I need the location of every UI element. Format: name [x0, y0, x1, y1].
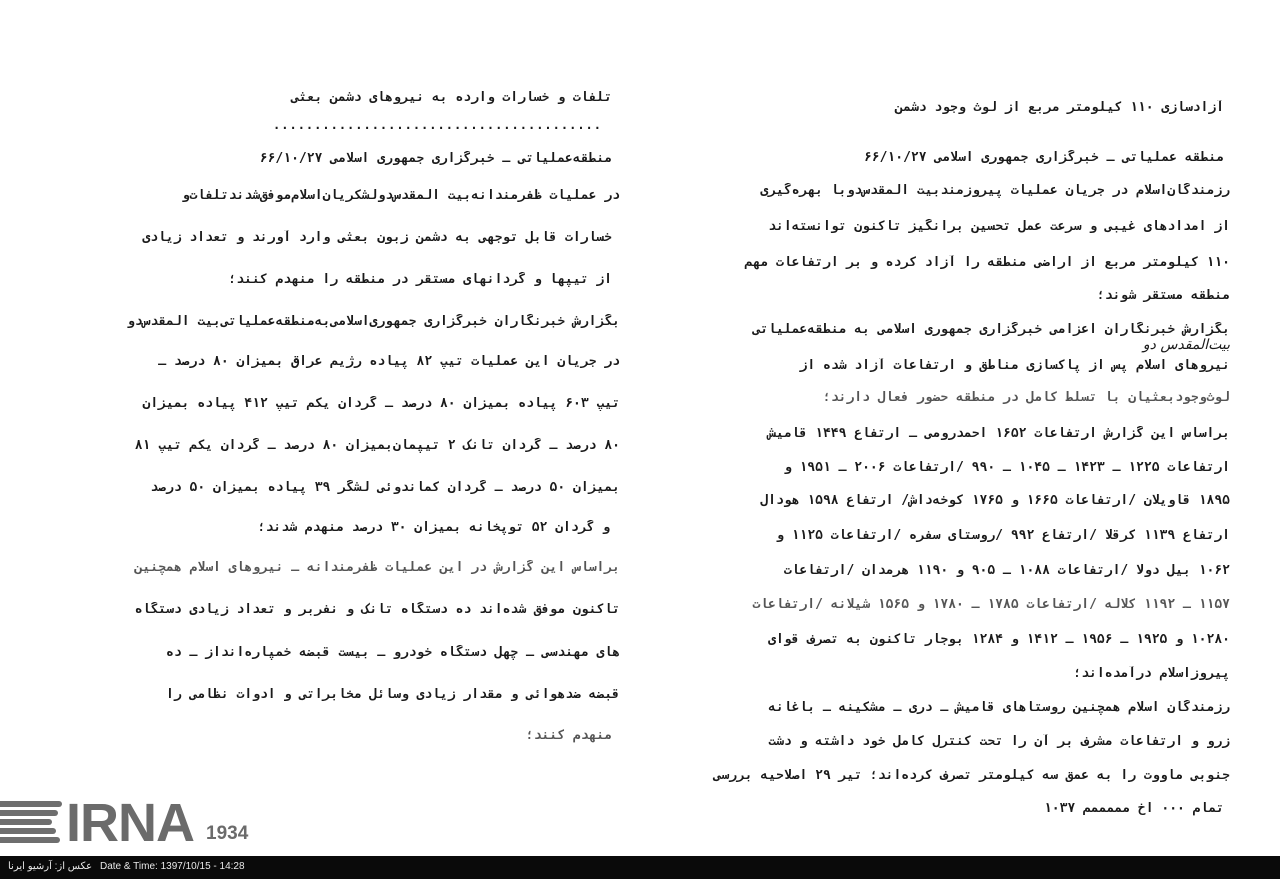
right-line-7: نیروهای اسلام پس از پاکسازی مناطق و ارتفاعات آزاد شده از — [799, 358, 1230, 373]
left-line-5: بگزارش خبرنگاران خبرگزاری جمهوری‌اسلامی‌به‌منطقه‌عملیاتی‌بیت المقدس‌دو — [126, 314, 620, 329]
left-line-9: بمیزان ۵۰ درصد ـ گردان کماندوئی لشگر ۳۹ پیاده بمیزان ۵۰ درصد — [150, 480, 620, 495]
right-line-3: از امدادهای غیبی و سرعت عمل تحسین برانگیز تاکنون توانسته‌اند — [768, 219, 1230, 234]
right-line-15: ۱۰۲۸۰ و ۱۹۲۵ ـ ۱۹۵۶ ـ ۱۴۱۲ و ۱۲۸۴ بوجار تاکنون به تصرف قوای — [768, 632, 1230, 647]
right-line-2: رزمندگان‌اسلام در جریان عملیات پیروزمندبیت المقدس‌دوبا بهره‌گیری — [760, 183, 1230, 198]
right-line-handwritten-insert: بیت‌المقدس دو — [1142, 337, 1230, 353]
left-line-13: های مهندسی ـ چهل دستگاه خودرو ـ بیست قبضه خمپاره‌انداز ـ ده — [166, 645, 620, 660]
caption-bar — [0, 856, 1280, 879]
left-line-12: تاکنون موفق شده‌اند ده دستگاه تانک و نفربر و تعداد زیادی دستگاه — [134, 602, 620, 617]
irna-logo-year: 1934 — [206, 823, 249, 844]
right-line-12: ارتفاع ۱۱۳۹ کرقلا /ارتفاع ۹۹۲ /روستای سفره /ارتفاعات ۱۱۲۵ و — [776, 528, 1230, 543]
right-line-18: زرو و ارتفاعات مشرف بر آن را تحت کنترل کامل خود داشته و دشت — [768, 734, 1230, 749]
left-line-2: در عملیات ظفرمندانه‌بیت المقدس‌دو‌لشکریان‌اسلام‌موفق‌شدند‌تلفات‌و‌ — [181, 188, 620, 203]
photo-source-label: عکس از: آرشیو ایرنا — [8, 861, 93, 872]
right-line-13: ۱۰۶۲ بیل دولا /ارتفاعات ۱۰۸۸ ـ ۹۰۵ و ۱۱۹۰ هرمدان /ارتفاعات — [783, 563, 1230, 578]
left-line-14: قبضه ضدهوائی و مقدار زیادی وسائل مخابراتی و ادوات نظامی را — [166, 687, 620, 702]
left-line-3: خسارات قابل توجهی به دشمن زبون بعثی وارد آورند و تعداد زیادی — [142, 230, 612, 245]
right-line-16: پیروزاسلام درآمده‌اند؛ — [1073, 666, 1230, 681]
right-page-title: آزادسازی ۱۱۰ کیلومتر مربع از لوث وجود دشمن — [895, 100, 1224, 115]
left-line-15: منهدم کنند؛ — [525, 728, 612, 743]
right-line-9: براساس این گزارش ارتفاعات ۱۶۵۲ احمدرومی ـ ارتفاع ۱۴۴۹ قامیش — [768, 426, 1230, 441]
right-line-14: ۱۱۵۷ ـ ۱۱۹۲ کلاله /ارتفاعات ۱۷۸۵ ـ ۱۷۸۰ و ۱۵۶۵ شیلانه /ارتفاعات — [752, 597, 1230, 612]
right-line-17: رزمندگان اسلام همچنین روستاهای قامیش ـ دری ـ مشکینه ـ باغانه — [768, 700, 1230, 715]
left-line-4: از تیپها و گردانهای مستقر در منطقه را منهدم کنند؛ — [228, 272, 612, 287]
right-document-page — [710, 60, 1230, 830]
left-line-6: در جریان این عملیات تیپ ۸۲ پیاده رژیم عراق بمیزان ۸۰ درصد ـ — [158, 354, 620, 369]
right-line-11: ۱۸۹۵ قاویلان /ارتفاعات ۱۶۶۵ و ۱۷۶۵ کوخه‌داش/ ارتفاع ۱۵۹۸ هودال — [760, 493, 1230, 508]
right-line-20: تمام ۰۰۰ اخ مممممم ۱۰۳۷ — [1043, 801, 1224, 816]
right-line-6: بگزارش خبرنگاران اعزامی خبرگزاری جمهوری اسلامی به منطقه‌عملیاتی — [752, 322, 1230, 337]
right-line-10: ارتفاعات ۱۲۲۵ ـ ۱۴۲۳ ـ ۱۰۴۵ ـ ۹۹۰ /ارتفاعات ۲۰۰۶ ـ ۱۹۵۱ و — [783, 460, 1230, 475]
left-page-dotted-rule: ........................................ — [273, 118, 602, 132]
right-line-1: منطقه عملیاتی ـ خبرگزاری جمهوری اسلامی ۶۶/۱۰/۲۷ — [863, 150, 1224, 165]
right-line-5: منطقه مستقر شوند؛ — [1096, 288, 1230, 303]
right-line-8: لوث‌وجود‌بعثیان با تسلط کامل در منطقه حضور فعال دارند؛ — [823, 390, 1230, 405]
left-line-8: ۸۰ درصد ـ گردان تانک ۲ تیپمان‌بمیزان ۸۰ درصد ـ گردان یکم تیپ ۸۱ — [134, 438, 620, 453]
left-line-7: تیپ ۶۰۳ پیاده بمیزان ۸۰ درصد ـ گردان یکم تیپ ۴۱۲ پیاده بمیزان — [142, 396, 620, 411]
irna-watermark-logo — [0, 793, 270, 853]
left-line-11: براساس این گزارش در این عملیات ظفرمندانه ـ نیروهای اسلام همچنین — [134, 560, 620, 575]
left-page-title: تلفات و خسارات وارده به نیروهای دشمن بعثی — [291, 90, 612, 105]
irna-logo-bars-icon — [0, 801, 62, 849]
left-document-page — [60, 60, 620, 830]
irna-logo-text: IRNA — [66, 793, 194, 853]
left-line-1: منطقه‌عملیاتی ـ خبرگزاری جمهوری اسلامی ۶۶/۱۰/۲۷ — [259, 151, 612, 166]
date-time-label: Date & Time: 1397/10/15 - 14:28 — [100, 861, 245, 872]
right-line-19: جنوبی ماووت را به عمق سه کیلومتر تصرف کرده‌اند؛ تیر ۲۹ اصلاحیه بررسی — [713, 768, 1230, 783]
right-line-4: ۱۱۰ کیلومتر مربع از اراضی منطقه را آزاد کرده و بر ارتفاعات مهم — [744, 255, 1230, 270]
left-line-10: و گردان ۵۲ توپخانه بمیزان ۳۰ درصد منهدم شدند؛ — [257, 520, 610, 535]
